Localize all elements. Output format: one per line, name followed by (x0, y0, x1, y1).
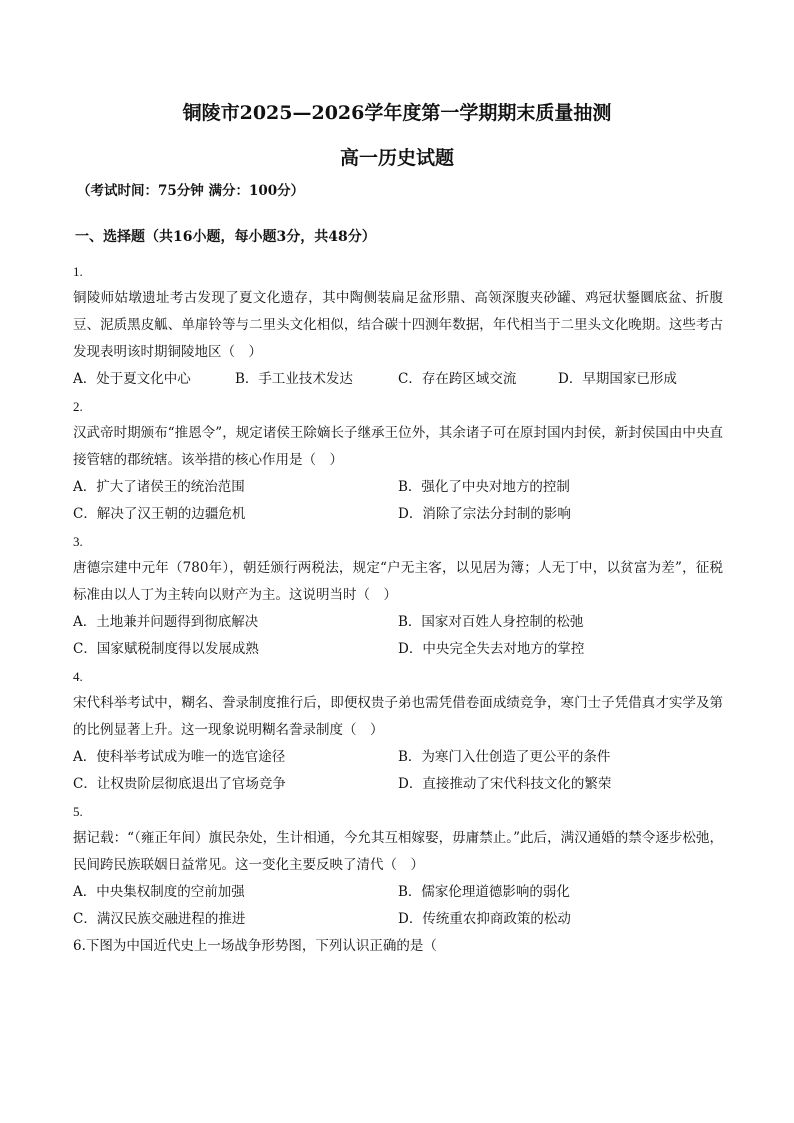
question-stem: 下图为中国近代史上一场战争形势图，下列认识正确的是（ (85, 938, 437, 954)
options-row (73, 609, 723, 636)
option-b: B．国家对百姓人身控制的松弛 (398, 614, 584, 630)
exam-info: （考试时间：75分钟 满分：100分） (77, 183, 305, 199)
option-d: D．消除了宗法分封制的影响 (398, 506, 571, 522)
question-3 (73, 528, 723, 663)
option-d: D．早期国家已形成 (558, 371, 677, 387)
question-stem: 宋代科举考试中，糊名、誊录制度推行后，即便权贵子弟也需凭借卷面成绩竞争，寒门士子凭借真才实学及第的比例显著上升。这一现象说明糊名誊录制度（ ） (73, 695, 723, 738)
option-b: B．手工业技术发达 (235, 371, 353, 387)
question-4 (73, 663, 723, 798)
question-number: 6. (73, 938, 86, 954)
option-c: C．存在跨区域交流 (398, 371, 517, 387)
question-number: 3. (73, 534, 83, 549)
question-1 (73, 258, 723, 393)
question-stem: 铜陵师姑墩遗址考古发现了夏文化遗存，其中陶侧装扁足盆形鼎、高领深腹夹砂罐、鸡冠状鋬圜底盆、折腹豆、泥质黑皮觚、单扉铃等与二里头文化相似，结合碳十四测年数据，年代相当于二里头文化晚期。这些考古发现表明该时期铜陵地区（ ） (73, 290, 723, 360)
option-c: C．满汉民族交融进程的推进 (73, 911, 246, 927)
options-row (73, 879, 723, 906)
option-a: A．中央集权制度的空前加强 (73, 884, 245, 900)
option-a: A．处于夏文化中心 (73, 371, 191, 387)
option-a: A．使科举考试成为唯一的选官途径 (73, 749, 286, 765)
options-row (73, 636, 723, 663)
options-row (73, 744, 723, 771)
option-b: B．儒家伦理道德影响的弱化 (398, 884, 570, 900)
question-number: 2. (73, 399, 83, 414)
section-heading: 一、选择题（共16小题，每小题3分，共48分） (75, 229, 376, 245)
option-c: C．让权贵阶层彻底退出了官场竞争 (73, 776, 286, 792)
option-a: A．扩大了诸侯王的统治范围 (73, 479, 245, 495)
question-number: 4. (73, 669, 83, 684)
question-stem: 据记载：“（雍正年间）旗民杂处，生计相通，今允其互相嫁娶，毋庸禁止。”此后，满汉通婚的禁令逐步松弛，民间跨民族联姻日益常见。这一变化主要反映了清代（ ） (73, 830, 723, 873)
option-c: C．国家赋税制度得以发展成熟 (73, 641, 259, 657)
options-row (73, 906, 723, 933)
option-d: D．直接推动了宋代科技文化的繁荣 (398, 776, 612, 792)
options-row (73, 501, 723, 528)
option-c: C．解决了汉王朝的边疆危机 (73, 506, 246, 522)
question-5 (73, 798, 723, 933)
exam-title: 铜陵市2025—2026学年度第一学期期末质量抽测 (182, 102, 612, 124)
option-d: D．中央完全失去对地方的掌控 (398, 641, 585, 657)
exam-subtitle: 高一历史试题 (339, 147, 454, 169)
option-a: A．土地兼并问题得到彻底解决 (73, 614, 259, 630)
options-row (73, 474, 723, 501)
questions-list (73, 258, 723, 960)
options-row (73, 771, 723, 798)
option-b: B．为寒门入仕创造了更公平的条件 (398, 749, 611, 765)
question-2 (73, 393, 723, 528)
question-6 (73, 933, 723, 960)
option-d: D．传统重农抑商政策的松动 (398, 911, 571, 927)
question-number: 5. (73, 804, 83, 819)
question-stem: 唐德宗建中元年（780年），朝廷颁行两税法，规定“户无主客，以见居为簿；人无丁中，以贫富为差”，征税标准由以人丁为主转向以财产为主。这说明当时（ ） (73, 560, 723, 603)
question-stem: 汉武帝时期颁布“推恩令”，规定诸侯王除嫡长子继承王位外，其余诸子可在原封国内封侯，新封侯国由中央直接管辖的郡统辖。该举措的核心作用是（ ） (73, 425, 723, 468)
question-number: 1. (73, 264, 83, 279)
options-row (73, 366, 723, 393)
option-b: B．强化了中央对地方的控制 (398, 479, 570, 495)
